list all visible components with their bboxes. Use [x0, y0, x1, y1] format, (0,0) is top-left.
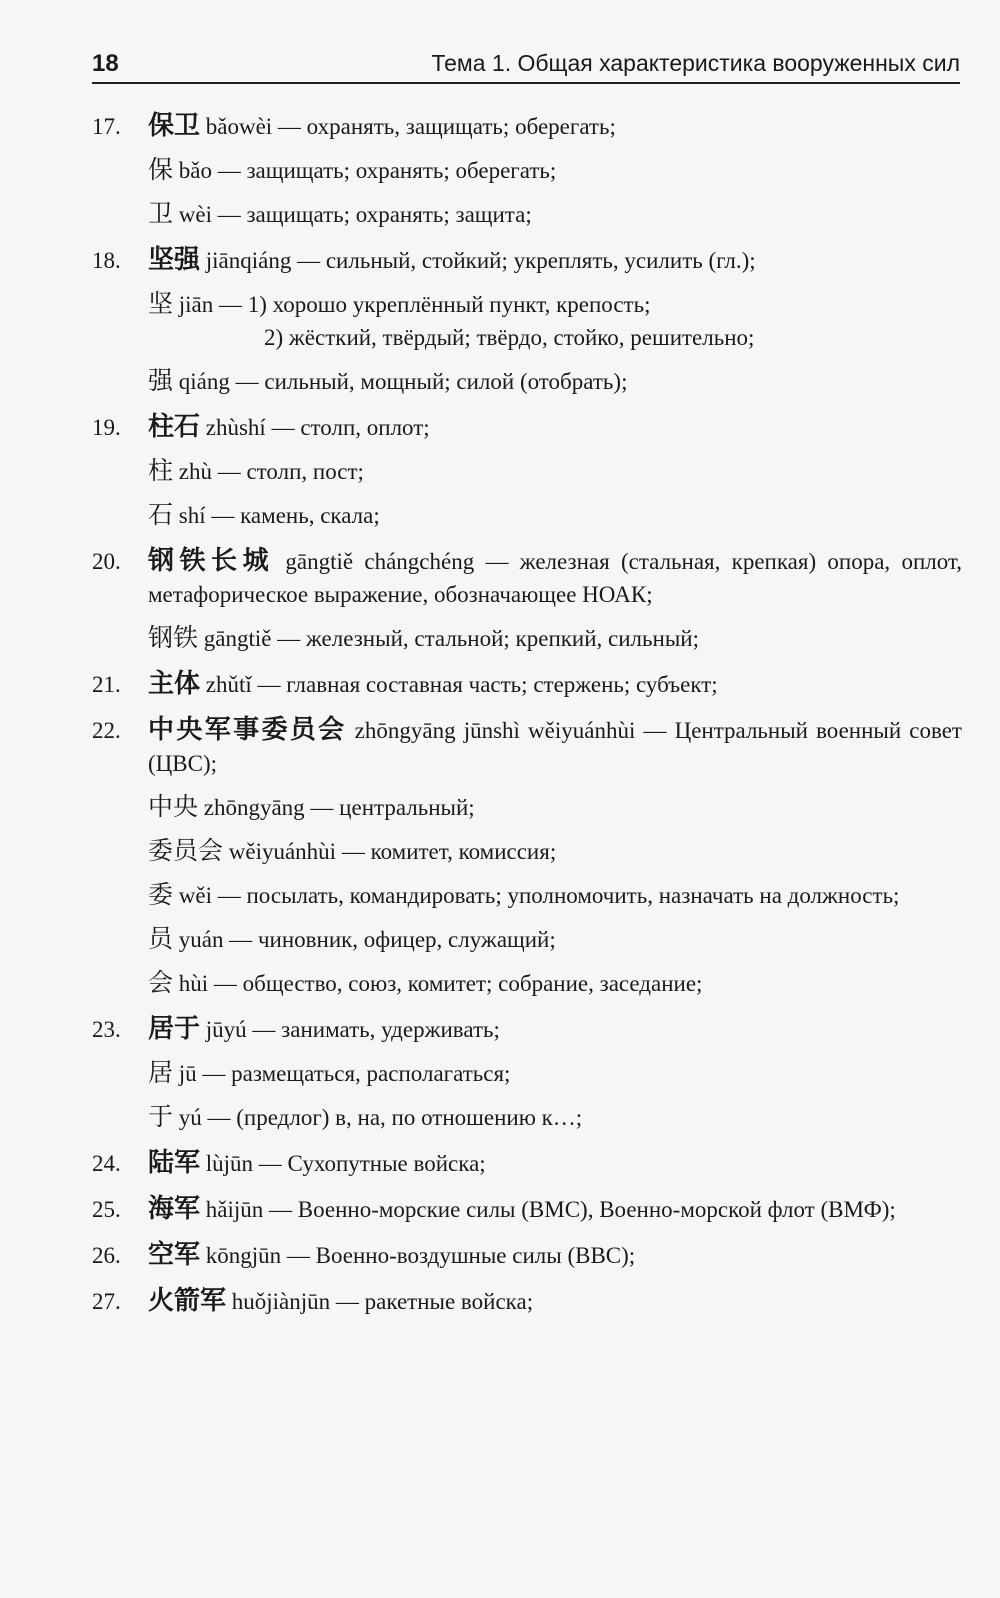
vocab-entry [92, 1147, 962, 1180]
sub-entry-gloss: gāngtiě — железный, стальной; крепкий, сильный; [198, 626, 699, 651]
entry-definition [148, 1013, 962, 1046]
entry-definition [148, 244, 962, 277]
vocab-entry [92, 1239, 962, 1272]
entry-gloss: huǒjiànjūn — ракетные войска; [226, 1289, 534, 1314]
sub-entry-hanzi: 保 [148, 155, 174, 184]
sub-entry [92, 153, 962, 187]
entry-gloss: jiānqiáng — сильный, стойкий; укреплять, усилить (гл.); [200, 248, 756, 273]
sub-entry [92, 834, 962, 868]
vocab-entry [92, 110, 962, 231]
entry-hanzi: 空军 [148, 1240, 201, 1270]
sub-entry-gloss: shí — камень, скала; [173, 503, 380, 528]
sub-entry-hanzi: 于 [148, 1102, 174, 1131]
entry-gloss: jūyú — занимать, удерживать; [200, 1017, 500, 1042]
vocab-entry [92, 714, 962, 1000]
entry-definition [148, 668, 962, 701]
vocab-entry [92, 1193, 962, 1226]
entry-main-line [92, 1013, 962, 1046]
entry-definition [148, 545, 962, 611]
entry-gloss: lùjūn — Сухопутные войска; [200, 1151, 486, 1176]
entry-main-line [92, 244, 962, 277]
entry-gloss: kōngjūn — Военно-воздушные силы (ВВС); [200, 1243, 636, 1268]
entry-main-line [92, 545, 962, 611]
entry-number: 23. [92, 1017, 121, 1042]
entry-hanzi: 火箭军 [148, 1286, 227, 1316]
sub-entry [92, 498, 962, 532]
sub-entry-hanzi: 委 [148, 880, 174, 909]
entry-hanzi: 保卫 [148, 111, 201, 141]
entry-main-line [92, 110, 962, 143]
entry-hanzi: 陆军 [148, 1148, 201, 1178]
entry-definition [148, 1193, 962, 1226]
sub-entry-hanzi: 钢铁 [148, 623, 199, 652]
entry-number: 25. [92, 1197, 121, 1222]
vocabulary-list [92, 110, 962, 1331]
entry-hanzi: 中央军事委员会 [148, 715, 347, 745]
sub-entry-hanzi: 会 [148, 968, 174, 997]
sub-entry-gloss: jiān — 1) хорошо укреплённый пункт, крепость; [173, 292, 651, 317]
sub-entry [92, 966, 962, 1000]
sub-entry-gloss: zhù — столп, пост; [173, 459, 364, 484]
sub-entry [92, 1056, 962, 1090]
vocab-entry [92, 668, 962, 701]
entry-hanzi: 坚强 [148, 245, 201, 275]
entry-gloss: gāngtiě chángchéng — железная (стальная, крепкая) опора, оплот, метафорическое выражение, обозначающее НОАК; [148, 549, 962, 607]
entry-definition [148, 110, 962, 143]
running-title: Тема 1. Общая характеристика вооруженных сил [431, 50, 960, 76]
sub-entry [92, 878, 962, 912]
entry-hanzi: 海军 [148, 1194, 201, 1224]
sub-entry-hanzi: 强 [148, 366, 174, 395]
entry-main-line [92, 1239, 962, 1272]
sub-entry [92, 454, 962, 488]
entry-number: 19. [92, 415, 121, 440]
sub-entry-hanzi: 柱 [148, 456, 174, 485]
sub-entry-hanzi: 中央 [148, 792, 199, 821]
vocab-entry [92, 545, 962, 655]
entry-definition [148, 1239, 962, 1272]
entry-main-line [92, 1285, 962, 1318]
entry-main-line [92, 668, 962, 701]
sub-entry [92, 1100, 962, 1134]
sub-entry [92, 364, 962, 398]
sub-entry [92, 922, 962, 956]
sub-entry-gloss: yuán — чиновник, офицер, служащий; [173, 927, 556, 952]
sub-entry-gloss: yú — (предлог) в, на, по отношению к…; [173, 1105, 583, 1130]
sub-entry-hanzi: 居 [148, 1058, 174, 1087]
entry-number: 21. [92, 672, 121, 697]
entry-definition [148, 411, 962, 444]
entry-number: 26. [92, 1243, 121, 1268]
sub-entry-gloss: hùi — общество, союз, комитет; собрание, заседание; [173, 971, 703, 996]
entry-hanzi: 居于 [148, 1014, 201, 1044]
sub-entry-gloss: zhōngyāng — центральный; [198, 795, 475, 820]
sub-entry-gloss: wèi — защищать; охранять; защита; [173, 202, 532, 227]
sub-entry-gloss: wěi — посылать, командировать; уполномочить, назначать на должность; [173, 883, 900, 908]
entry-hanzi: 钢铁长城 [148, 546, 275, 576]
entry-gloss: zhùshí — столп, оплот; [200, 415, 430, 440]
vocab-entry [92, 1013, 962, 1134]
entry-number: 22. [92, 718, 121, 743]
entry-gloss: bǎowèi — охранять, защищать; оберегать; [200, 114, 616, 139]
entry-gloss: zhōngyāng jūnshì wěiyuánhùi — Центральный военный совет (ЦВС); [148, 718, 962, 776]
entry-number: 24. [92, 1151, 121, 1176]
sub-entry [92, 197, 962, 231]
entry-gloss: zhǔtǐ — главная составная часть; стержень; субъект; [200, 672, 718, 697]
sub-entry-gloss: bǎo — защищать; охранять; оберегать; [173, 158, 557, 183]
entry-number: 27. [92, 1289, 121, 1314]
sub-entry-hanzi: 石 [148, 500, 174, 529]
entry-hanzi: 柱石 [148, 412, 201, 442]
entry-definition [148, 1285, 962, 1318]
entry-main-line [92, 1193, 962, 1226]
sub-entry-gloss: jū — размещаться, располагаться; [173, 1061, 511, 1086]
vocab-entry [92, 411, 962, 532]
sub-entry [92, 621, 962, 655]
page-header [92, 48, 960, 84]
vocab-entry [92, 244, 962, 398]
entry-definition [148, 1147, 962, 1180]
entry-main-line [92, 411, 962, 444]
sub-entry [92, 287, 962, 321]
entry-number: 17. [92, 114, 121, 139]
sub-entry-hanzi: 卫 [148, 199, 174, 228]
vocab-entry [92, 1285, 962, 1318]
sub-entry-hanzi: 坚 [148, 289, 174, 318]
sub-entry-gloss: wěiyuánhùi — комитет, комиссия; [223, 839, 557, 864]
entry-definition [148, 714, 962, 780]
sub-entry-hanzi: 委员会 [148, 836, 224, 865]
entry-number: 20. [92, 549, 121, 574]
entry-main-line [92, 1147, 962, 1180]
entry-main-line [92, 714, 962, 780]
sub-entry-hanzi: 员 [148, 924, 174, 953]
sub-entry-continuation: 2) жёсткий, твёрдый; твёрдо, стойко, решительно; [264, 325, 755, 350]
entry-number: 18. [92, 248, 121, 273]
sub-entry [92, 790, 962, 824]
page-number: 18 [92, 50, 119, 77]
entry-gloss: hǎijūn — Военно-морские силы (ВМС), Военно-морской флот (ВМФ); [200, 1197, 896, 1222]
entry-hanzi: 主体 [148, 669, 201, 699]
sub-entry-gloss: qiáng — сильный, мощный; силой (отобрать); [173, 369, 628, 394]
